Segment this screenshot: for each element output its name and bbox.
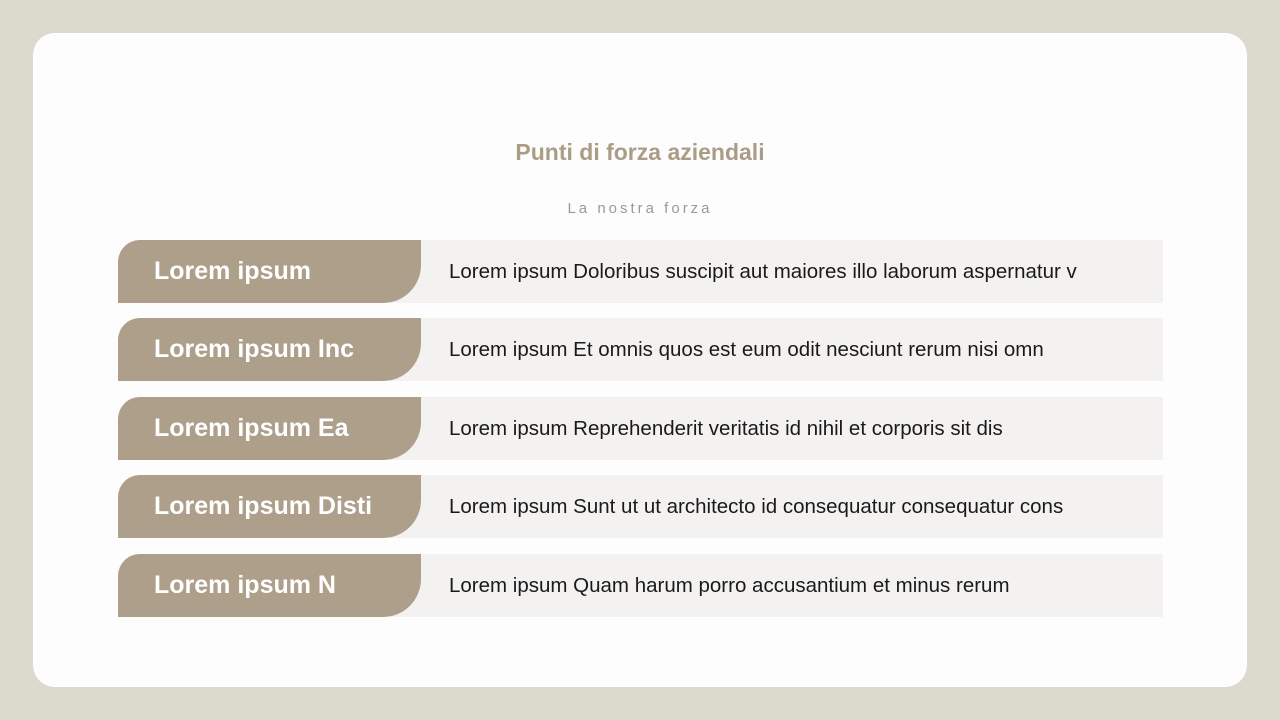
row-description: Lorem ipsum Sunt ut ut architecto id consequatur consequatur cons bbox=[449, 494, 1064, 518]
list-item bbox=[118, 554, 1163, 617]
row-description: Lorem ipsum Et omnis quos est eum odit nesciunt rerum nisi omn bbox=[449, 337, 1044, 361]
list-item bbox=[118, 318, 1163, 381]
list-item bbox=[118, 475, 1163, 538]
row-label-tab: Lorem ipsum N bbox=[118, 554, 421, 617]
row-label-tab: Lorem ipsum Disti bbox=[118, 475, 421, 538]
row-description: Lorem ipsum Reprehenderit veritatis id nihil et corporis sit dis bbox=[449, 416, 1003, 440]
row-label-tab: Lorem ipsum bbox=[118, 240, 421, 303]
list-item bbox=[118, 397, 1163, 460]
row-description: Lorem ipsum Quam harum porro accusantium et minus rerum bbox=[449, 573, 1010, 597]
slide-card bbox=[33, 33, 1247, 687]
slide-subtitle: La nostra forza bbox=[567, 200, 713, 217]
row-label-tab: Lorem ipsum Inc bbox=[118, 318, 421, 381]
row-label-tab: Lorem ipsum Ea bbox=[118, 397, 421, 460]
list-item bbox=[118, 240, 1163, 303]
slide-title: Punti di forza aziendali bbox=[515, 139, 765, 165]
row-description: Lorem ipsum Doloribus suscipit aut maiores illo laborum aspernatur v bbox=[449, 259, 1077, 283]
